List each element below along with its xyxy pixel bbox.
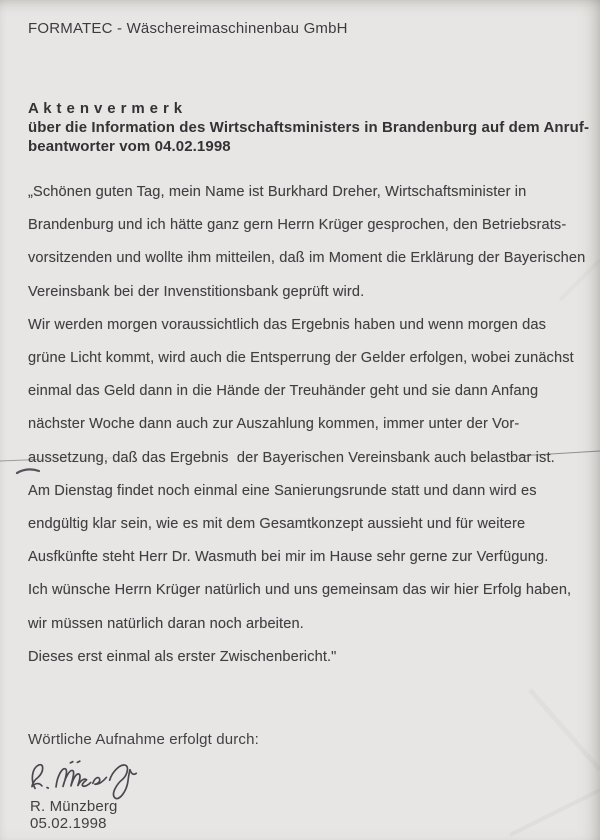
memo-body-line: einmal das Geld dann in die Hände der Treuhänder geht und sie dann Anfang [28, 383, 539, 400]
memo-body [28, 176, 588, 674]
signature-umlaut-2 [77, 761, 80, 762]
signature-stroke-r [30, 765, 44, 789]
signature-stroke-g-flourish [109, 764, 138, 799]
memo-body-line: Wir werden morgen voraussichtlich das Ergebnis haben und wenn morgen das [28, 316, 547, 333]
memo-subtitle-line: über die Information des Wirtschaftsministers in Brandenburg auf dem Anruf- [28, 119, 590, 136]
signature-printed-name: R. Münzberg [30, 798, 118, 815]
title-block [28, 100, 590, 156]
memo-body-line: vorsitzenden und wollte ihm mitteilen, daß im Moment die Erklärung der Bayerischen [28, 250, 586, 267]
memo-subtitle [28, 119, 590, 156]
memo-title: A k t e n v e r m e r k [28, 100, 183, 117]
memo-body-line: Ausfkünfte steht Herr Dr. Wasmuth bei mir im Hause sehr gerne zur Verfügung. [28, 549, 549, 566]
memo-body-line: aussetzung, daß das Ergebnis der Bayerischen Vereinsbank auch belastbar ist. [28, 449, 555, 466]
memo-body-line: Dieses erst einmal als erster Zwischenbericht." [28, 648, 337, 665]
memo-subtitle-line: beantworter vom 04.02.1998 [28, 137, 231, 155]
memo-body-line: Am Dienstag findet noch einmal eine Sanierungsrunde statt und dann wird es [28, 482, 537, 499]
memo-body-line: wir müssen natürlich daran noch arbeiten. [28, 615, 304, 632]
crease-faint-2 [510, 790, 600, 835]
memo-body-line: grüne Licht kommt, wird auch die Entsperrung der Gelder erfolgen, wobei zunächst [28, 350, 574, 367]
memo-body-line: Brandenburg und ich hätte ganz gern Herrn Krüger gesprochen, den Betriebsrats- [28, 217, 567, 234]
signature-stroke-eb [92, 777, 106, 785]
memo-body-line: „Schönen guten Tag, mein Name ist Burkhard Dreher, Wirtschaftsminister in [28, 184, 527, 200]
signature-umlaut-1 [70, 762, 73, 763]
signature-stroke-m [55, 768, 81, 787]
signature-stroke-dot [47, 787, 48, 788]
memo-body-line: nächster Woche dann auch zur Auszahlung kommen, immer unter der Vor- [28, 416, 520, 433]
memo-body-line: Vereinsbank bei der Invenstitionsbank geprüft wird. [28, 283, 365, 300]
closing-line: Wörtliche Aufnahme erfolgt durch: [28, 731, 259, 748]
signature-date: 05.02.1998 [30, 815, 107, 832]
crease-faint-1 [530, 690, 600, 770]
memo-body-line: Ich wünsche Herrn Krüger natürlich und uns gemeinsam das wir hier Erfolg haben, [28, 582, 572, 599]
memo-body-line: endgültig klar sein, wie es mit dem Gesamtkonzept aussieht und für weitere [28, 516, 526, 533]
letterhead: FORMATEC - Wäschereimaschinenbau GmbH [28, 20, 348, 37]
